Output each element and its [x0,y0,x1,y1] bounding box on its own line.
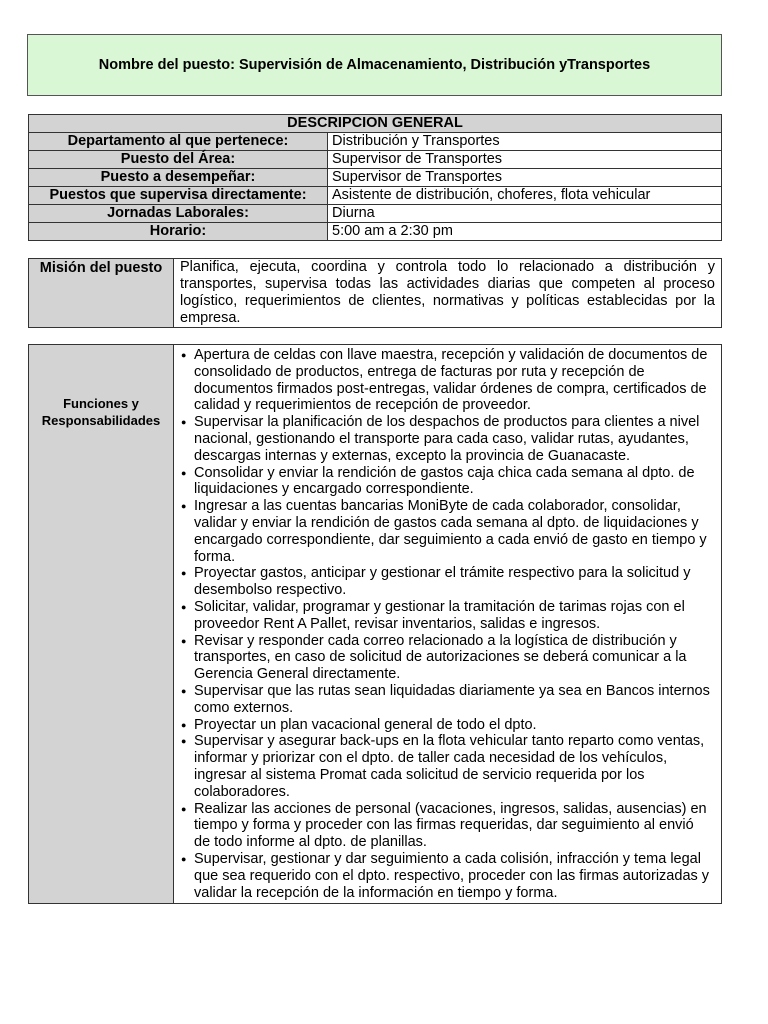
bullet-icon: ● [181,736,187,747]
functions-table [28,344,722,904]
list-item [180,347,713,414]
general-description-header: DESCRIPCION GENERAL [29,115,722,133]
function-text: Supervisar y asegurar back-ups en la flota vehicular tanto reparto como ventas, informar y priorizar con el dpto. de taller cada necesidad de los vehículos, ingresar al sistema Promat cada solicitud de servicio requerida por los colaboradores. [194,733,705,800]
function-text: Proyectar un plan vacacional general de todo el dpto. [194,716,537,733]
table-row [29,223,722,241]
function-text: Supervisar, gestionar y dar seguimiento a cada colisión, infracción y tema legal que sea requerido con el dpto. respectivo, proceder con las firmas autorizadas y validar la recepción de la información en tiempo y forma. [194,850,710,901]
supervised-positions-label: Puestos que supervisa directamente: [29,187,328,205]
table-row [29,169,722,187]
functions-list [180,347,713,901]
department-label: Departamento al que pertenece: [29,133,328,151]
function-text: Revisar y responder cada correo relacionado a la logística de distribución y transportes, en caso de solicitud de autorizaciones se deberá comunicar a la Gerencia General directamente. [194,632,687,683]
function-text: Ingresar a las cuentas bancarias MoniByte de cada colaborador, consolidar, validar y enviar la rendición de gastos cada semana al dpto. de liquidaciones y encargado correspondiente, dar seguimiento a cada envió de gasto en tiempo y forma. [194,498,707,565]
job-title: Nombre del puesto: Supervisión de Almacenamiento, Distribución yTransportes [98,57,651,73]
table-row [29,133,722,151]
bullet-icon: ● [181,350,187,360]
bullet-icon: ● [181,635,187,646]
function-text: Solicitar, validar, programar y gestionar la tramitación de tarimas rojas con el proveedor Rent A Pallet, revisar inventarios, salidas e ingresos. [194,598,685,632]
work-shift-label: Jornadas Laborales: [29,205,328,223]
list-item [180,414,713,464]
bullet-icon: ● [181,803,187,814]
bullet-icon: ● [181,501,187,512]
bullet-icon: ● [181,685,187,696]
general-description-table [28,114,722,241]
list-item [180,717,713,734]
function-text: Realizar las acciones de personal (vacaciones, ingresos, salidas, ausencias) en tiempo y forma y proceder con las firmas requeridas, dar seguimiento al envió de todo informe al dpto. de planillas. [194,800,707,851]
mission-table [28,258,722,328]
table-row [29,187,722,205]
list-item [180,633,713,683]
functions-label: Funciones y Responsabilidades [29,345,174,904]
function-text: Proyectar gastos, anticipar y gestionar el trámite respectivo para la solicitud y desembolso respectivo. [194,565,691,599]
position-value: Supervisor de Transportes [328,169,722,187]
list-item [180,801,713,851]
function-text: Apertura de celdas con llave maestra, recepción y validación de documentos de consolidado de productos, entrega de facturas por ruta y recepción de documentos firmados post-entregas, validar órdenes de compra, certificados de calidad y requerimientos de recepción de proveedor. [194,347,708,414]
bullet-icon: ● [181,467,187,478]
function-text: Supervisar la planificación de los despachos de productos para clientes a nivel nacional, gestionando el transporte para cada caso, validar rutas, ayudantes, descargas internas y externas, excepto la provincia de Guanacaste. [194,414,700,464]
table-row [29,151,722,169]
list-item [180,599,713,633]
mission-text: Planifica, ejecuta, coordina y controla todo lo relacionado a distribución y transportes, supervisa todas las actividades diarias que competen al proceso logístico, requerimientos de clientes, normativas y políticas establecidas por la empresa. [174,259,722,328]
schedule-label: Horario: [29,223,328,241]
bullet-icon: ● [181,417,187,428]
bullet-icon: ● [181,853,187,864]
supervised-positions-value: Asistente de distribución, choferes, flota vehicular [328,187,722,205]
mission-label: Misión del puesto [29,259,174,328]
area-position-value: Supervisor de Transportes [328,151,722,169]
list-item [180,733,713,800]
list-item [180,851,713,901]
job-title-box [27,34,722,96]
position-label: Puesto a desempeñar: [29,169,328,187]
function-text: Supervisar que las rutas sean liquidadas diariamente ya sea en Bancos internos como externos. [194,682,710,716]
table-row [29,205,722,223]
department-value: Distribución y Transportes [328,133,722,151]
bullet-icon: ● [181,568,187,579]
list-item [180,683,713,717]
function-text: Consolidar y enviar la rendición de gastos caja chica cada semana al dpto. de liquidaciones y encargado correspondiente. [194,464,695,498]
list-item [180,465,713,499]
area-position-label: Puesto del Área: [29,151,328,169]
list-item [180,565,713,599]
bullet-icon: ● [181,719,187,730]
bullet-icon: ● [181,601,187,612]
work-shift-value: Diurna [328,205,722,223]
list-item [180,498,713,565]
functions-list-cell [174,345,722,904]
schedule-value: 5:00 am a 2:30 pm [328,223,722,241]
